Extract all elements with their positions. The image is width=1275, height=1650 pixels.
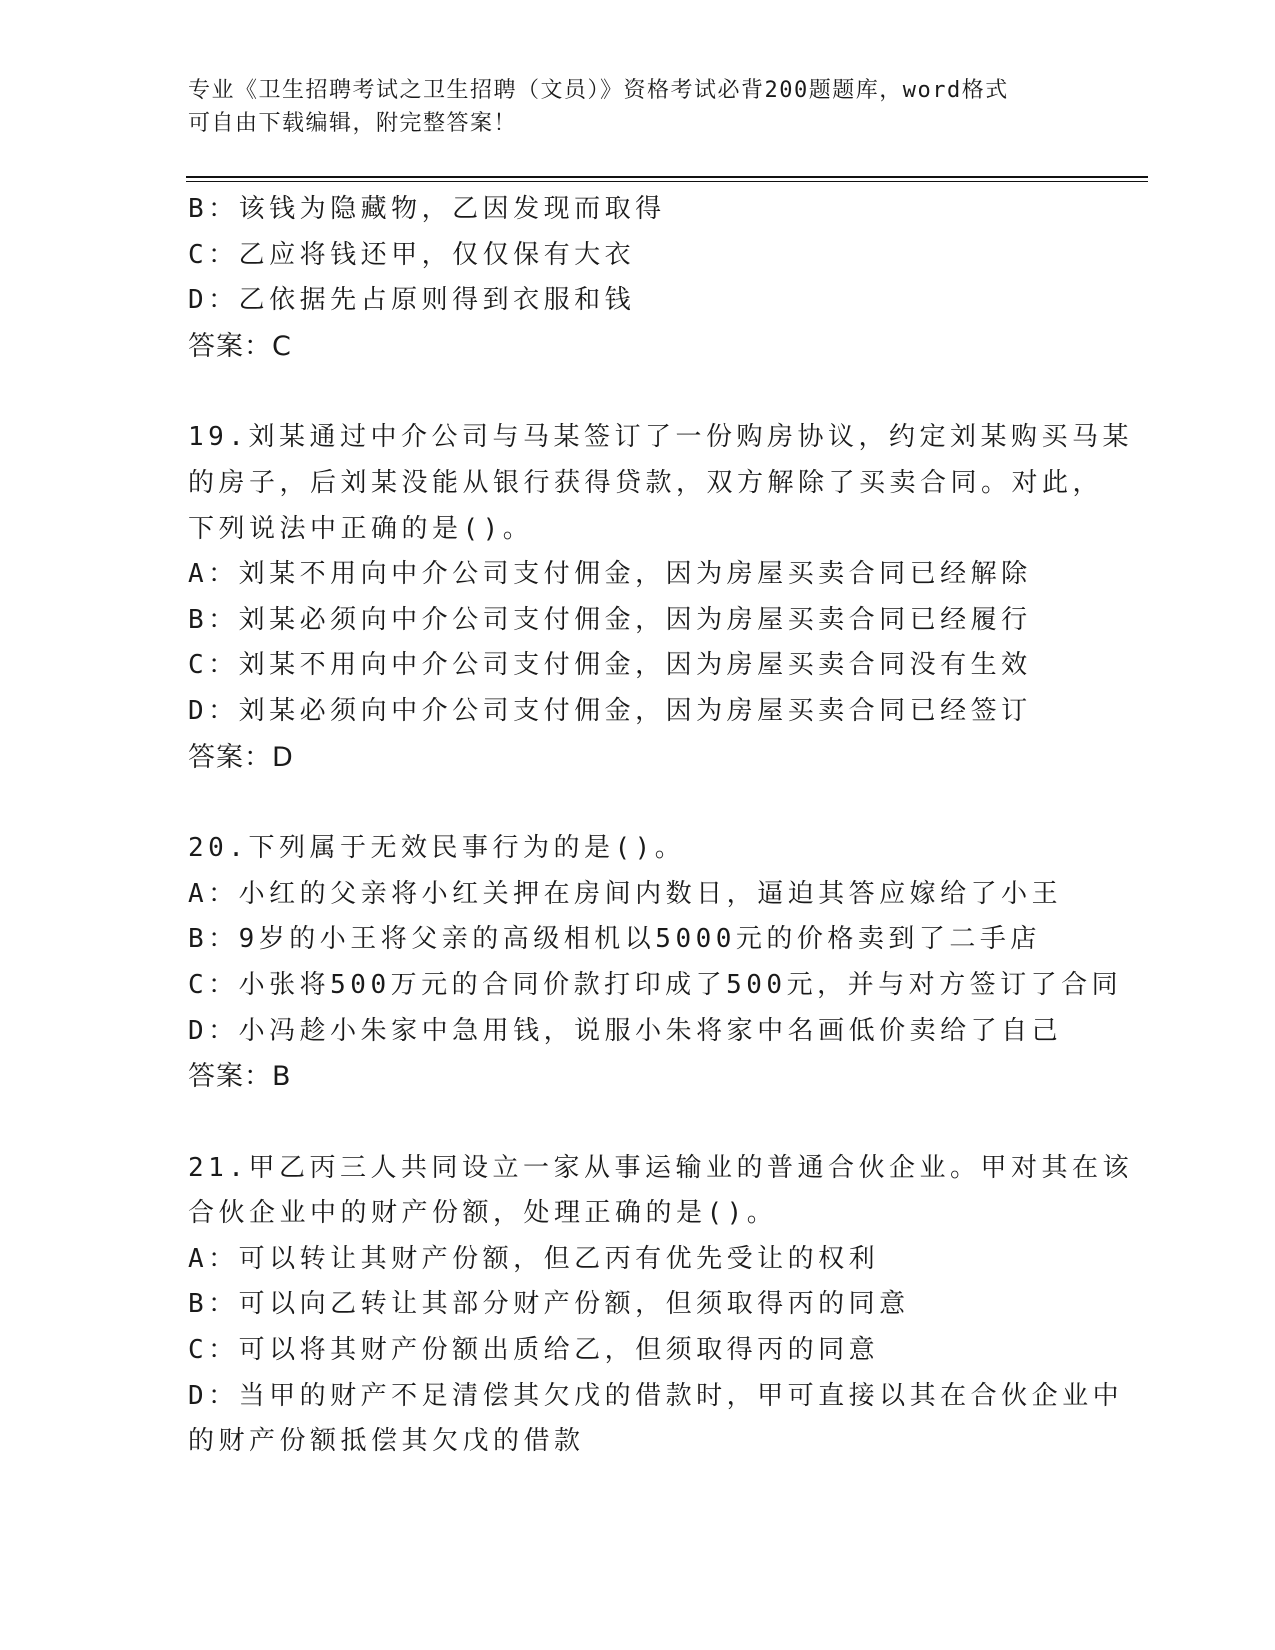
page-header — [188, 74, 1088, 140]
option-a: A：刘某不用向中介公司支付佣金，因为房屋买卖合同已经解除 — [188, 559, 1032, 590]
option-b: B：该钱为隐藏物，乙因发现而取得 — [188, 194, 666, 224]
option-a: A：可以转让其财产份额，但乙丙有优先受让的权利 — [188, 1243, 880, 1274]
option-b: B：刘某必须向中介公司支付佣金，因为房屋买卖合同已经履行 — [188, 604, 1032, 635]
option-d: D：小冯趁小朱家中急用钱，说服小朱将家中名画低价卖给了自己 — [188, 1015, 1063, 1046]
answer-line: 答案：C — [188, 330, 292, 362]
question-stem-line: 20.下列属于无效民事行为的是()。 — [188, 833, 686, 864]
option-a: A：小红的父亲将小红关押在房间内数日，逼迫其答应嫁给了小王 — [188, 878, 1063, 909]
question-content — [188, 187, 1133, 1465]
option-c: C：小张将500万元的合同价款打印成了500元，并与对方签订了合同 — [188, 969, 1123, 1000]
option-b: B：9岁的小王将父亲的高级相机以5000元的价格卖到了二手店 — [188, 924, 1041, 955]
answer-line: 答案：D — [188, 741, 294, 773]
question-19 — [188, 415, 1133, 780]
question-18 — [188, 187, 1088, 369]
question-stem-line: 下列说法中正确的是()。 — [188, 513, 534, 544]
header-rule-thin — [186, 181, 1148, 182]
option-d: D：当甲的财产不足清偿其欠戊的借款时，甲可直接以其在合伙企业中 — [188, 1380, 1124, 1411]
header-title-line-2: 可自由下载编辑，附完整答案！ — [188, 111, 518, 136]
option-d: D：乙依据先占原则得到衣服和钱 — [188, 285, 636, 316]
question-stem-line: 合伙企业中的财产份额，处理正确的是()。 — [188, 1198, 778, 1229]
question-21 — [188, 1146, 1133, 1465]
header-rule-thick — [186, 176, 1148, 178]
option-d-continued: 的财产份额抵偿其欠戊的借款 — [188, 1426, 585, 1457]
question-stem-line: 的房子，后刘某没能从银行获得贷款，双方解除了买卖合同。对此， — [188, 467, 1104, 498]
question-stem-line: 21.甲乙丙三人共同设立一家从事运输业的普通合伙企业。甲对其在该 — [188, 1152, 1133, 1183]
option-b: B：可以向乙转让其部分财产份额，但须取得丙的同意 — [188, 1289, 910, 1320]
answer-line: 答案：B — [188, 1061, 292, 1093]
header-title-line-1: 专业《卫生招聘考试之卫生招聘（文员）》资格考试必背200题题库，word格式 — [188, 78, 1009, 103]
question-20 — [188, 826, 1123, 1100]
option-c: C：乙应将钱还甲，仅仅保有大衣 — [188, 239, 636, 270]
option-c: C：可以将其财产份额出质给乙，但须取得丙的同意 — [188, 1335, 880, 1366]
option-d: D：刘某必须向中介公司支付佣金，因为房屋买卖合同已经签订 — [188, 695, 1032, 726]
question-stem-line: 19.刘某通过中介公司与马某签订了一份购房协议，约定刘某购买马某 — [188, 422, 1133, 453]
option-c: C：刘某不用向中介公司支付佣金，因为房屋买卖合同没有生效 — [188, 650, 1032, 681]
